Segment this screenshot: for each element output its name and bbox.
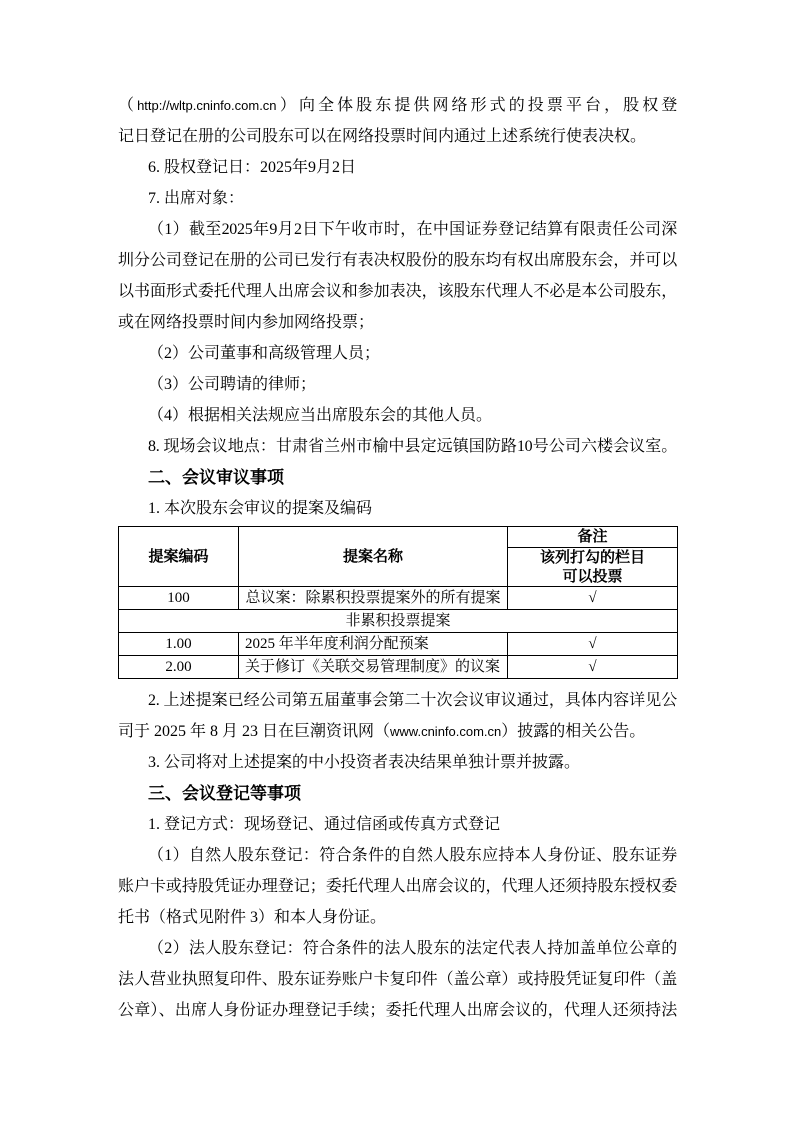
- voting-platform-url: http://wltp.cninfo.com.cn: [137, 98, 277, 113]
- para-platform-line-2: 记日登记在册的公司股东可以在网络投票时间内通过上述系统行使表决权。: [118, 128, 647, 145]
- vote-allowed-check: √: [508, 656, 678, 679]
- item-attendees-title: 7. 出席对象：: [148, 190, 245, 207]
- para-platform-line-1-rest: ）向全体股东提供网络形式的投票平台，股权登: [276, 97, 677, 114]
- table-section-label: 非累积投票提案: [119, 610, 678, 633]
- proposal-code: 1.00: [119, 633, 239, 656]
- header-remark-note-line-1: 该列打勾的栏目: [539, 549, 645, 566]
- proposal-name: 2025 年半年度利润分配预案: [239, 633, 508, 656]
- para-approval-line-2-pre: 司于 2025 年 8 月 23 日在巨潮资讯网（: [118, 723, 391, 740]
- proposals-table: [118, 526, 678, 679]
- para-legal-line-3: 公章）、出席人身份证办理登记手续；委托代理人出席会议的，代理人还须持法: [118, 1002, 677, 1019]
- open-paren: （: [118, 97, 138, 114]
- heading-section-3: 三、会议登记等事项: [148, 784, 301, 803]
- cninfo-url: www.cninfo.com.cn: [390, 724, 502, 739]
- para-legal-line-2: 法人营业执照复印件、股东证券账户卡复印件（盖公章）或持股凭证复印件（盖: [118, 971, 677, 988]
- item-record-date: 6. 股权登记日：2025年9月2日: [148, 159, 357, 176]
- proposal-name: 关于修订《关联交易管理制度》的议案: [239, 656, 508, 679]
- document-body: [118, 90, 677, 1026]
- header-remark-note: [508, 548, 678, 587]
- para-platform-line-1: [118, 90, 677, 121]
- attendee-1-line-4: 或在网络投票时间内参加网络投票；: [118, 314, 375, 331]
- vote-allowed-check: √: [508, 587, 678, 610]
- header-remark: 备注: [508, 527, 678, 548]
- proposal-name: 总议案：除累积投票提案外的所有提案: [239, 587, 508, 610]
- para-natural-line-2: 账户卡或持股凭证办理登记；委托代理人出席会议的，代理人还须持股东授权委: [118, 878, 677, 895]
- attendee-1-line-3: 以书面形式委托代理人出席会议和参加表决，该股东代理人不必是本公司股东，: [118, 283, 677, 300]
- attendee-4: （4）根据相关法规应当出席股东会的其他人员。: [148, 407, 493, 424]
- table-row: [119, 587, 678, 610]
- para-natural-line-3: 托书（格式见附件 3）和本人身份证。: [118, 909, 387, 926]
- header-proposal-code: 提案编码: [119, 527, 239, 587]
- table-row: [119, 656, 678, 679]
- item-venue: 8. 现场会议地点：甘肃省兰州市榆中县定远镇国防路10号公司六楼会议室。: [148, 438, 677, 455]
- para-approval-line-2: [118, 716, 677, 747]
- attendee-1-line-1: （1）截至2025年9月2日下午收市时，在中国证券登记结算有限责任公司深: [148, 221, 677, 238]
- para-approval-line-1: 2. 上述提案已经公司第五届董事会第二十次会议审议通过，具体内容详见公: [148, 692, 677, 709]
- attendee-3: （3）公司聘请的律师；: [148, 376, 317, 393]
- item-registration-method: 1. 登记方式：现场登记、通过信函或传真方式登记: [148, 816, 501, 833]
- header-proposal-name: 提案名称: [239, 527, 508, 587]
- item-separate-count: 3. 公司将对上述提案的中小投资者表决结果单独计票并披露。: [148, 754, 581, 771]
- para-approval-line-2-post: ）披露的相关公告。: [501, 723, 646, 740]
- para-legal-line-1: （2）法人股东登记：符合条件的法人股东的法定代表人持加盖单位公章的: [148, 940, 677, 957]
- vote-allowed-check: √: [508, 633, 678, 656]
- attendee-2: （2）公司董事和高级管理人员；: [148, 345, 381, 362]
- post-table-text: [118, 685, 677, 1026]
- table-row: [119, 633, 678, 656]
- para-natural-line-1: （1）自然人股东登记：符合条件的自然人股东应持本人身份证、股东证券: [148, 847, 677, 864]
- attendee-1-line-2: 圳分公司登记在册的公司已发行有表决权股份的股东均有权出席股东会，并可以: [118, 252, 677, 269]
- table-section-row: [119, 610, 678, 633]
- item-proposal-list-title: 1. 本次股东会审议的提案及编码: [148, 500, 373, 517]
- proposal-code: 100: [119, 587, 239, 610]
- table-header-row: [119, 527, 678, 548]
- proposal-code: 2.00: [119, 656, 239, 679]
- header-remark-note-line-2: 可以投票: [562, 568, 623, 585]
- heading-section-2: 二、会议审议事项: [148, 468, 284, 487]
